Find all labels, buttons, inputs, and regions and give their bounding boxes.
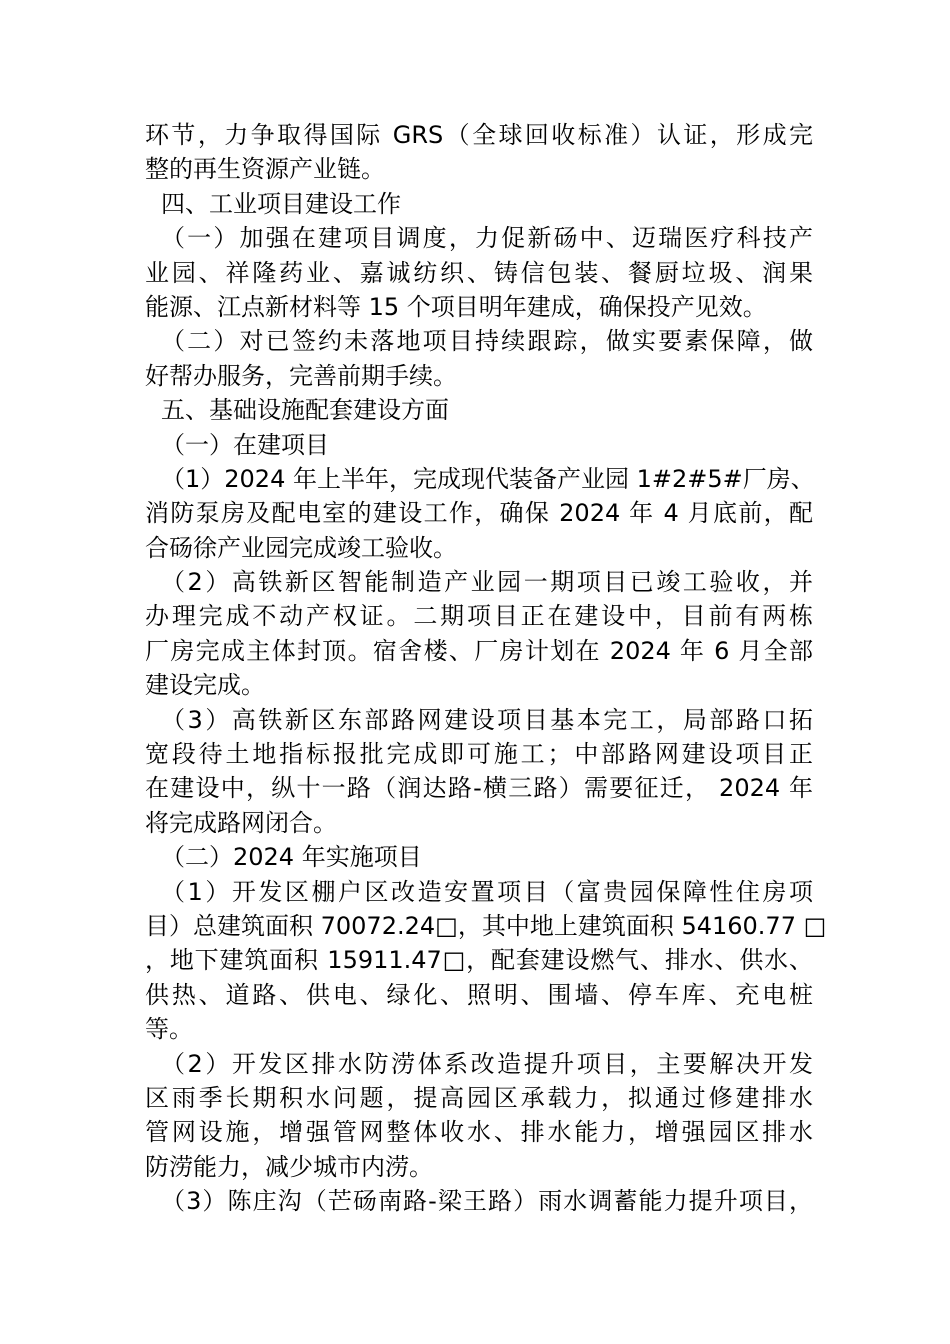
- text-line: 业园、祥隆药业、嘉诚纺织、铸信包装、餐厨垃圾、润果: [145, 258, 813, 287]
- text-line: 办理完成不动产权证。二期项目正在建设中，目前有两栋: [145, 602, 813, 631]
- document-body: [145, 118, 827, 1219]
- text-line: 等。: [145, 1015, 193, 1044]
- text-line: （二）对已签约未落地项目持续跟踪，做实要素保障，做: [161, 327, 813, 356]
- text-line: 区雨季长期积水问题，提高园区承载力，拟通过修建排水: [145, 1083, 813, 1112]
- text-line: 能源、江点新材料等 15 个项目明年建成，确保投产见效。: [145, 292, 767, 321]
- text-line: 好帮办服务，完善前期手续。: [145, 361, 457, 390]
- text-line: 管网设施，增强管网整体收水、排水能力，增强园区排水: [145, 1118, 813, 1147]
- text-line: 目）总建筑面积 70072.24□，其中地上建筑面积 54160.77 □: [145, 911, 827, 940]
- text-line: （1）开发区棚户区改造安置项目（富贵园保障性住房项: [161, 877, 813, 906]
- text-line: 整的再生资源产业链。: [145, 155, 385, 184]
- text-line: 建设完成。: [145, 671, 265, 700]
- text-line: （3）高铁新区东部路网建设项目基本完工，局部路口拓: [161, 705, 813, 734]
- text-line: 四、工业项目建设工作: [161, 189, 401, 218]
- text-line: 消防泵房及配电室的建设工作，确保 2024 年 4 月底前，配: [145, 499, 813, 528]
- text-line: 将完成路网闭合。: [145, 808, 337, 837]
- text-line: 防涝能力，减少城市内涝。: [145, 1152, 433, 1181]
- text-line: （一）在建项目: [161, 430, 329, 459]
- text-line: 合砀徐产业园完成竣工验收。: [145, 533, 457, 562]
- text-line: 厂房完成主体封顶。宿舍楼、厂房计划在 2024 年 6 月全部: [145, 636, 813, 665]
- text-line: （2）开发区排水防涝体系改造提升项目，主要解决开发: [161, 1049, 813, 1078]
- text-line: 宽段待土地指标报批完成即可施工；中部路网建设项目正: [145, 740, 813, 769]
- text-line: （二）2024 年实施项目: [161, 843, 422, 872]
- text-line: （1）2024 年上半年，完成现代装备产业园 1#2#5#厂房、: [161, 464, 815, 493]
- text-line: 五、基础设施配套建设方面: [161, 396, 449, 425]
- text-line: 环节，力争取得国际 GRS（全球回收标准）认证，形成完: [145, 121, 813, 149]
- text-line: ，地下建筑面积 15911.47□，配套建设燃气、排水、供水、: [145, 946, 813, 975]
- text-line: （3）陈庄沟（芒砀南路-梁王路）雨水调蓄能力提升项目，: [161, 1187, 813, 1216]
- text-line: 供热、道路、供电、绿化、照明、围墙、停车库、充电桩: [145, 980, 813, 1009]
- text-line: （2）高铁新区智能制造产业园一期项目已竣工验收，并: [161, 568, 813, 597]
- text-line: 在建设中，纵十一路（润达路-横三路）需要征迁， 2024 年: [145, 774, 813, 803]
- text-line: （一）加强在建项目调度，力促新砀中、迈瑞医疗科技产: [161, 224, 813, 253]
